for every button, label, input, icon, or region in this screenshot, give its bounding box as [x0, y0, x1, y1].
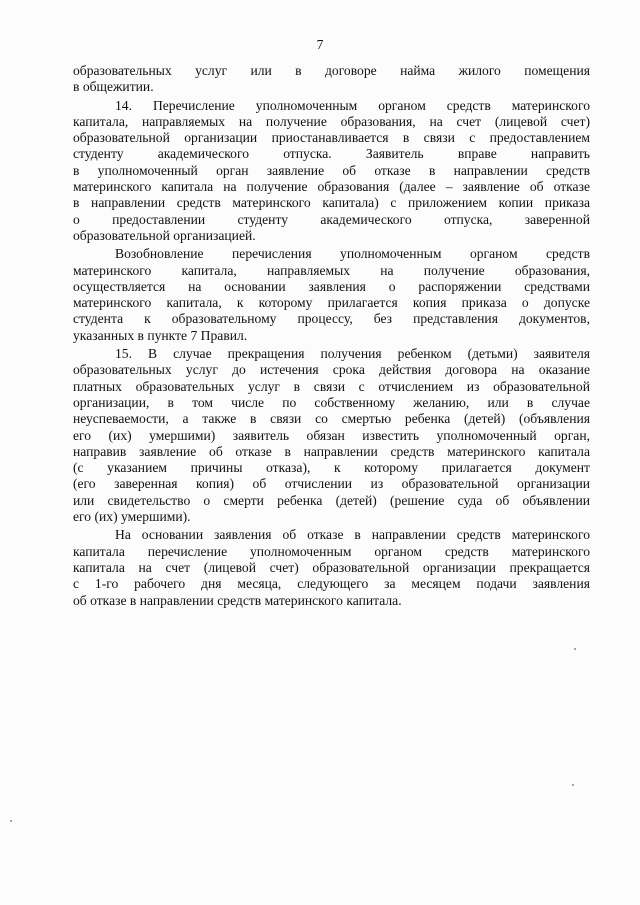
text-line: (его заверенная копия) об отчислении из образовательной организации — [73, 476, 590, 492]
text-line: студенту академического отпуска. Заявитель вправе направить — [73, 146, 590, 162]
text-line: платных образовательных услуг в связи с отчислением из образовательной — [73, 378, 590, 394]
text-line: материнского капитала, направляемых на получение образования, — [73, 262, 590, 278]
text-line: в общежитии. — [73, 79, 154, 95]
text-line: осуществляется на основании заявления о распоряжении средствами — [73, 278, 590, 294]
text-line: направив заявление об отказе в направлении средств материнского капитала — [73, 443, 590, 459]
page-number: 7 — [316, 37, 324, 52]
text-line: образовательной организации приостанавливается в связи с предоставлением — [73, 130, 590, 146]
text-line: в уполномоченный орган заявление об отказе в направлении средств — [73, 162, 590, 178]
document-body — [73, 63, 590, 609]
text-line: образовательных услуг или в договоре найма жилого помещения — [73, 63, 590, 78]
text-line: об отказе в направлении средств материнского капитала. — [73, 592, 402, 608]
text-line: или свидетельство о смерти ребенка (детей) (решение суда об объявлении — [73, 492, 590, 508]
paragraph — [73, 98, 590, 245]
scan-speck — [574, 648, 576, 650]
text-line: неуспеваемости, а также в связи со смертью ребенка (детей) (объявления — [73, 411, 590, 427]
text-line: материнского капитала на получение образования (далее – заявление об отказе — [73, 179, 590, 195]
text-line: 15. В случае прекращения получения ребенком (детьми) заявителя — [115, 346, 590, 362]
paragraph — [73, 346, 590, 525]
paragraph — [73, 63, 590, 96]
text-line: указанных в пункте 7 Правил. — [73, 327, 248, 343]
text-line: На основании заявления об отказе в направлении средств материнского — [115, 527, 590, 543]
text-line: о предоставлении студенту академического отпуска, заверенной — [73, 211, 590, 227]
scan-speck — [10, 820, 12, 822]
text-line: капитала, направляемых на получение образования, на счет (лицевой счет) — [73, 113, 590, 129]
scan-speck — [572, 784, 574, 786]
text-line: образовательных услуг до истечения срока действия договора на оказание — [73, 362, 590, 378]
text-line: 14. Перечисление уполномоченным органом средств материнского — [115, 97, 590, 113]
text-line: его (их) умершими). — [73, 509, 191, 525]
text-line: Возобновление перечисления уполномоченным органом средств — [115, 246, 590, 262]
paragraph — [73, 246, 590, 344]
text-line: (с указанием причины отказа), к которому прилагается документ — [73, 460, 590, 476]
text-line: капитала перечисление уполномоченным органом средств материнского — [73, 543, 590, 559]
paragraph — [73, 527, 590, 608]
text-line: его (их) умершими) заявитель обязан известить уполномоченный орган, — [73, 427, 590, 443]
text-line: с 1-го рабочего дня месяца, следующего за месяцем подачи заявления — [73, 576, 590, 592]
text-line: организации, в том числе по собственному желанию, или в случае — [73, 394, 590, 410]
text-line: в направлении средств материнского капитала) с приложением копии приказа — [73, 195, 590, 211]
text-line: материнского капитала, к которому прилагается копия приказа о допуске — [73, 295, 590, 311]
text-line: образовательной организацией. — [73, 227, 256, 243]
text-line: студента к образовательному процессу, без представления документов, — [73, 311, 590, 327]
text-line: капитала на счет (лицевой счет) образовательной организации прекращается — [73, 559, 590, 575]
